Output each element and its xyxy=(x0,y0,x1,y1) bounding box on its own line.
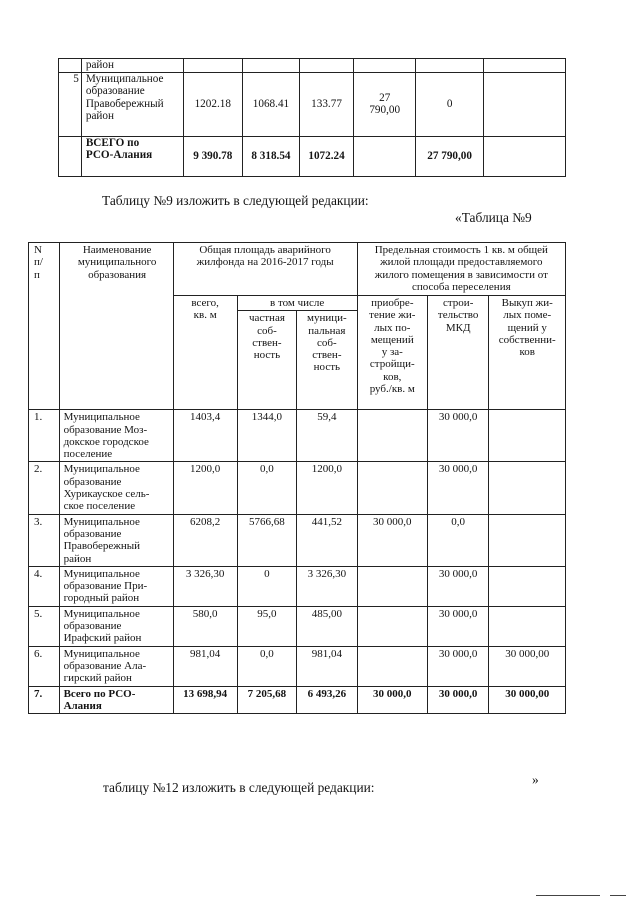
value-total: 3 326,30 xyxy=(173,566,237,606)
municipality-name: Муниципальное образование Правобережный район xyxy=(59,514,173,566)
value-cell: 1072.24 xyxy=(300,136,354,176)
table-row xyxy=(29,646,566,686)
value-cell: 1068.41 xyxy=(242,72,299,136)
header-municipal: муници- пальная соб- ствен- ность xyxy=(297,311,357,410)
table-row xyxy=(59,59,566,73)
total-row xyxy=(59,136,566,176)
value-private: 0,0 xyxy=(237,462,296,514)
row-number: 7. xyxy=(29,686,60,714)
row-number: 1. xyxy=(29,410,60,462)
value-cell: 9 390.78 xyxy=(183,136,242,176)
header-private: частная соб- ствен- ность xyxy=(237,311,296,410)
value-buyout: 30 000,00 xyxy=(489,646,566,686)
value-total: 981,04 xyxy=(173,646,237,686)
header-build: строи- тельство МКД xyxy=(427,296,488,410)
footer-rule xyxy=(610,895,626,896)
value-private: 7 205,68 xyxy=(237,686,296,714)
table-row xyxy=(29,566,566,606)
total-label: ВСЕГО по РСО-Алания xyxy=(81,136,183,176)
value-buyout xyxy=(489,410,566,462)
value-buyout xyxy=(489,462,566,514)
value-purchase xyxy=(357,462,427,514)
table-row xyxy=(29,462,566,514)
table-row xyxy=(29,514,566,566)
value-cell xyxy=(354,136,416,176)
value-municipal: 3 326,30 xyxy=(297,566,357,606)
total-label: Всего по РСО- Алания xyxy=(59,686,173,714)
value-build: 30 000,0 xyxy=(427,462,488,514)
municipality-name: Муниципальное образование Ала- гирский район xyxy=(59,646,173,686)
value-cell: 8 318.54 xyxy=(242,136,299,176)
value-municipal: 441,52 xyxy=(297,514,357,566)
value-build: 30 000,0 xyxy=(427,410,488,462)
municipality-name: Муниципальное образование Хурикауское сель- ское поселение xyxy=(59,462,173,514)
row-number: 5. xyxy=(29,606,60,646)
municipality-name: Муниципальное образование При- городный район xyxy=(59,566,173,606)
municipality-name: Муниципальное образование Правобережный район xyxy=(81,72,183,136)
value-buyout xyxy=(489,514,566,566)
table-9 xyxy=(28,242,566,714)
table9-caption: «Таблица №9 xyxy=(455,210,532,225)
value-private: 1344,0 xyxy=(237,410,296,462)
value-build: 30 000,0 xyxy=(427,606,488,646)
row-number: 6. xyxy=(29,646,60,686)
value-purchase xyxy=(357,646,427,686)
paragraph-table9-intro: Таблицу №9 изложить в следующей редакции: xyxy=(102,193,369,208)
value-purchase: 30 000,0 xyxy=(357,514,427,566)
value-cell: 27 790,00 xyxy=(416,136,484,176)
closing-quote: » xyxy=(532,772,539,787)
municipality-name: Муниципальное образование Ирафский район xyxy=(59,606,173,646)
value-buyout xyxy=(489,606,566,646)
value-cell: 1202.18 xyxy=(183,72,242,136)
value-purchase xyxy=(357,566,427,606)
paragraph-table12-intro: таблицу №12 изложить в следующей редакции: xyxy=(103,780,375,795)
value-municipal: 1200,0 xyxy=(297,462,357,514)
value-build: 30 000,0 xyxy=(427,566,488,606)
footer-rule xyxy=(536,895,600,896)
value-build: 30 000,0 xyxy=(427,646,488,686)
value-private: 0 xyxy=(237,566,296,606)
value-total: 580,0 xyxy=(173,606,237,646)
value-purchase xyxy=(357,606,427,646)
value-total: 13 698,94 xyxy=(173,686,237,714)
value-purchase: 30 000,0 xyxy=(357,686,427,714)
header-including: в том числе xyxy=(237,296,357,311)
header-num: N п/ п xyxy=(29,243,60,410)
table-row xyxy=(29,606,566,646)
row-number: 4. xyxy=(29,566,60,606)
municipality-name: Муниципальное образование Моз- докское городское поселение xyxy=(59,410,173,462)
header-cost: Предельная стоимость 1 кв. м общей жилой площади предоставляемого жилого помещения в зависимости от способа переселения xyxy=(357,243,565,296)
value-municipal: 6 493,26 xyxy=(297,686,357,714)
continuation-table xyxy=(58,58,566,177)
table-row xyxy=(29,410,566,462)
row-number: 2. xyxy=(29,462,60,514)
value-total: 1403,4 xyxy=(173,410,237,462)
cell-text: район xyxy=(85,59,114,71)
value-total: 6208,2 xyxy=(173,514,237,566)
value-private: 0,0 xyxy=(237,646,296,686)
header-name: Наименование муниципального образования xyxy=(59,243,173,410)
value-cell xyxy=(483,72,565,136)
value-cell xyxy=(483,136,565,176)
value-build: 0,0 xyxy=(427,514,488,566)
value-cell: 0 xyxy=(416,72,484,136)
header-buyout: Выкуп жи- лых поме- щений у собственни- ков xyxy=(489,296,566,410)
value-buyout xyxy=(489,566,566,606)
total-row xyxy=(29,686,566,714)
value-municipal: 981,04 xyxy=(297,646,357,686)
value-private: 5766,68 xyxy=(237,514,296,566)
value-private: 95,0 xyxy=(237,606,296,646)
value-build: 30 000,0 xyxy=(427,686,488,714)
value-purchase xyxy=(357,410,427,462)
value-cell: 27 790,00 xyxy=(354,72,416,136)
table-cell xyxy=(81,59,183,73)
value-total: 1200,0 xyxy=(173,462,237,514)
value-buyout: 30 000,00 xyxy=(489,686,566,714)
table-row xyxy=(59,72,566,136)
header-purchase: приобре- тение жи- лых по- мещений у за- стройщи- ков, руб./кв. м xyxy=(357,296,427,410)
header-row xyxy=(29,243,566,296)
header-total: всего, кв. м xyxy=(173,296,237,410)
value-municipal: 485,00 xyxy=(297,606,357,646)
row-number: 5 xyxy=(59,72,82,136)
row-number: 3. xyxy=(29,514,60,566)
header-area: Общая площадь аварийного жилфонда на 2016-2017 годы xyxy=(173,243,357,296)
value-municipal: 59,4 xyxy=(297,410,357,462)
value-cell: 133.77 xyxy=(300,72,354,136)
